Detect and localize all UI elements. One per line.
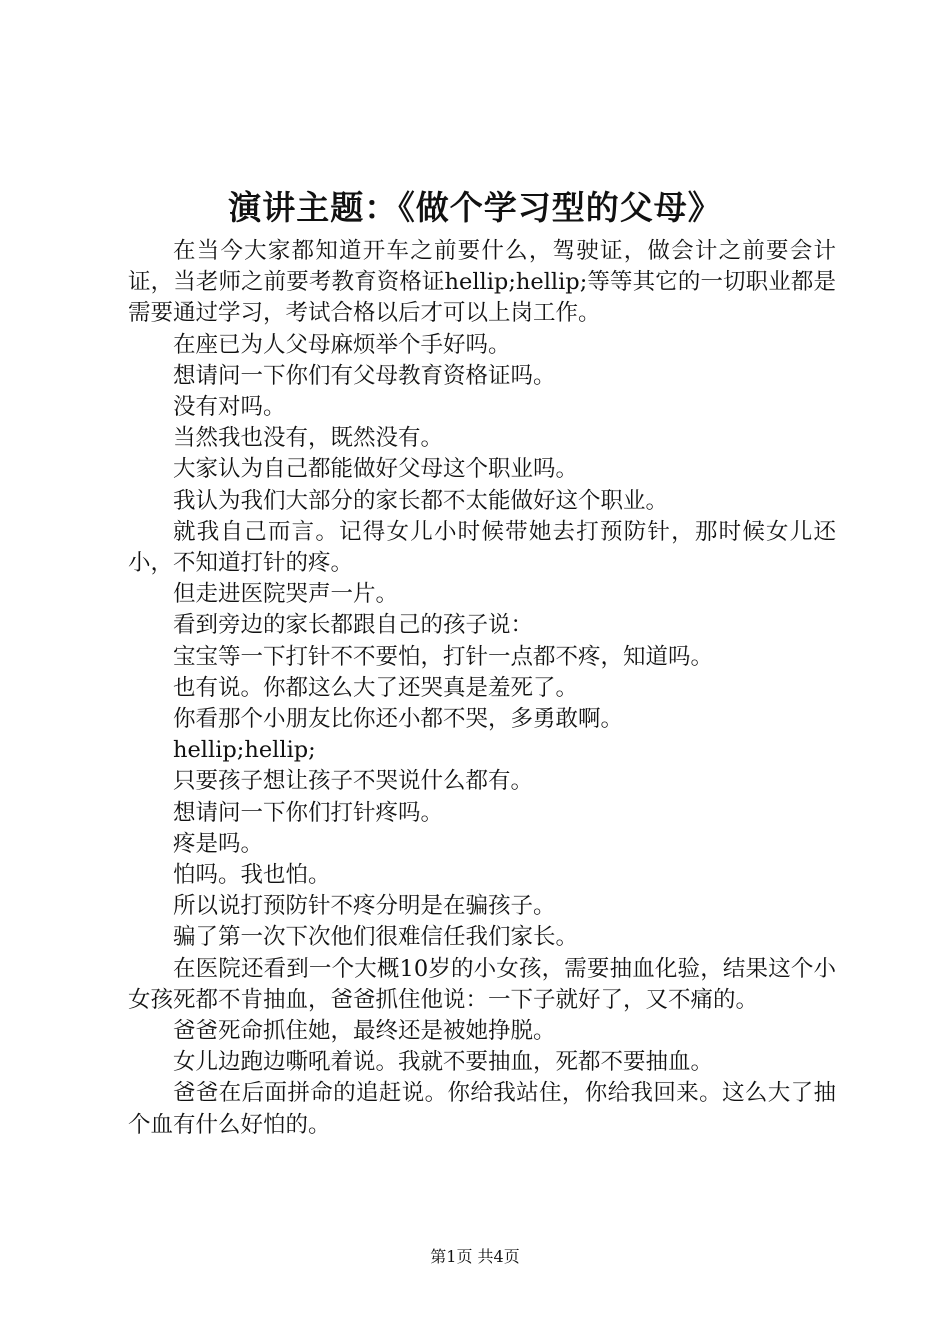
paragraph: 想请问一下你们打针疼吗。 bbox=[173, 799, 444, 826]
paragraph: 爸爸死命抓住她，最终还是被她挣脱。 bbox=[173, 1018, 556, 1045]
paragraph: 所以说打预防针不疼分明是在骗孩子。 bbox=[173, 893, 556, 920]
paragraph: 我认为我们大部分的家长都不太能做好这个职业。 bbox=[173, 487, 669, 514]
page-number-footer: 第1页 共4页 bbox=[430, 1247, 520, 1266]
paragraph: hellip;hellip; bbox=[173, 737, 316, 764]
paragraph: 也有说。你都这么大了还哭真是羞死了。 bbox=[173, 674, 579, 701]
paragraph: 但走进医院哭声一片。 bbox=[173, 581, 399, 608]
paragraph: 当然我也没有，既然没有。 bbox=[173, 425, 444, 452]
document-body bbox=[128, 236, 836, 1141]
paragraph: 大家认为自己都能做好父母这个职业吗。 bbox=[173, 456, 579, 483]
paragraph: 在当今大家都知道开车之前要什么，驾驶证，做会计之前要会计证，当老师之前要考教育资格证hellip;hellip;等等其它的一切职业都是需要通过学习，考试合格以后才可以上岗工作。 bbox=[128, 238, 836, 327]
paragraph: 怕吗。我也怕。 bbox=[173, 862, 331, 889]
paragraph: 爸爸在后面拼命的追赶说。你给我站住，你给我回来。这么大了抽个血有什么好怕的。 bbox=[128, 1080, 836, 1138]
paragraph: 只要孩子想让孩子不哭说什么都有。 bbox=[173, 768, 534, 795]
paragraph: 在座已为人父母麻烦举个手好吗。 bbox=[173, 331, 511, 358]
paragraph: 女儿边跑边嘶吼着说。我就不要抽血，死都不要抽血。 bbox=[173, 1049, 714, 1076]
paragraph: 想请问一下你们有父母教育资格证吗。 bbox=[173, 362, 556, 389]
paragraph: 看到旁边的家长都跟自己的孩子说： bbox=[173, 612, 534, 639]
paragraph: 就我自己而言。记得女儿小时候带她去打预防针，那时候女儿还小，不知道打针的疼。 bbox=[128, 518, 836, 577]
paragraph: 你看那个小朋友比你还小都不哭，多勇敢啊。 bbox=[173, 706, 624, 733]
paragraph: 骗了第一次下次他们很难信任我们家长。 bbox=[173, 924, 579, 951]
paragraph: 在医院还看到一个大概10岁的小女孩，需要抽血化验，结果这个小女孩死都不肯抽血，爸爸抓住他说：一下子就好了，又不痛的。 bbox=[128, 955, 836, 1013]
paragraph: 宝宝等一下打针不不要怕，打针一点都不疼，知道吗。 bbox=[173, 643, 714, 670]
page-title: 演讲主题：《做个学习型的父母》 bbox=[228, 188, 722, 227]
paragraph: 疼是吗。 bbox=[173, 830, 264, 857]
paragraph: 没有对吗。 bbox=[173, 394, 286, 421]
